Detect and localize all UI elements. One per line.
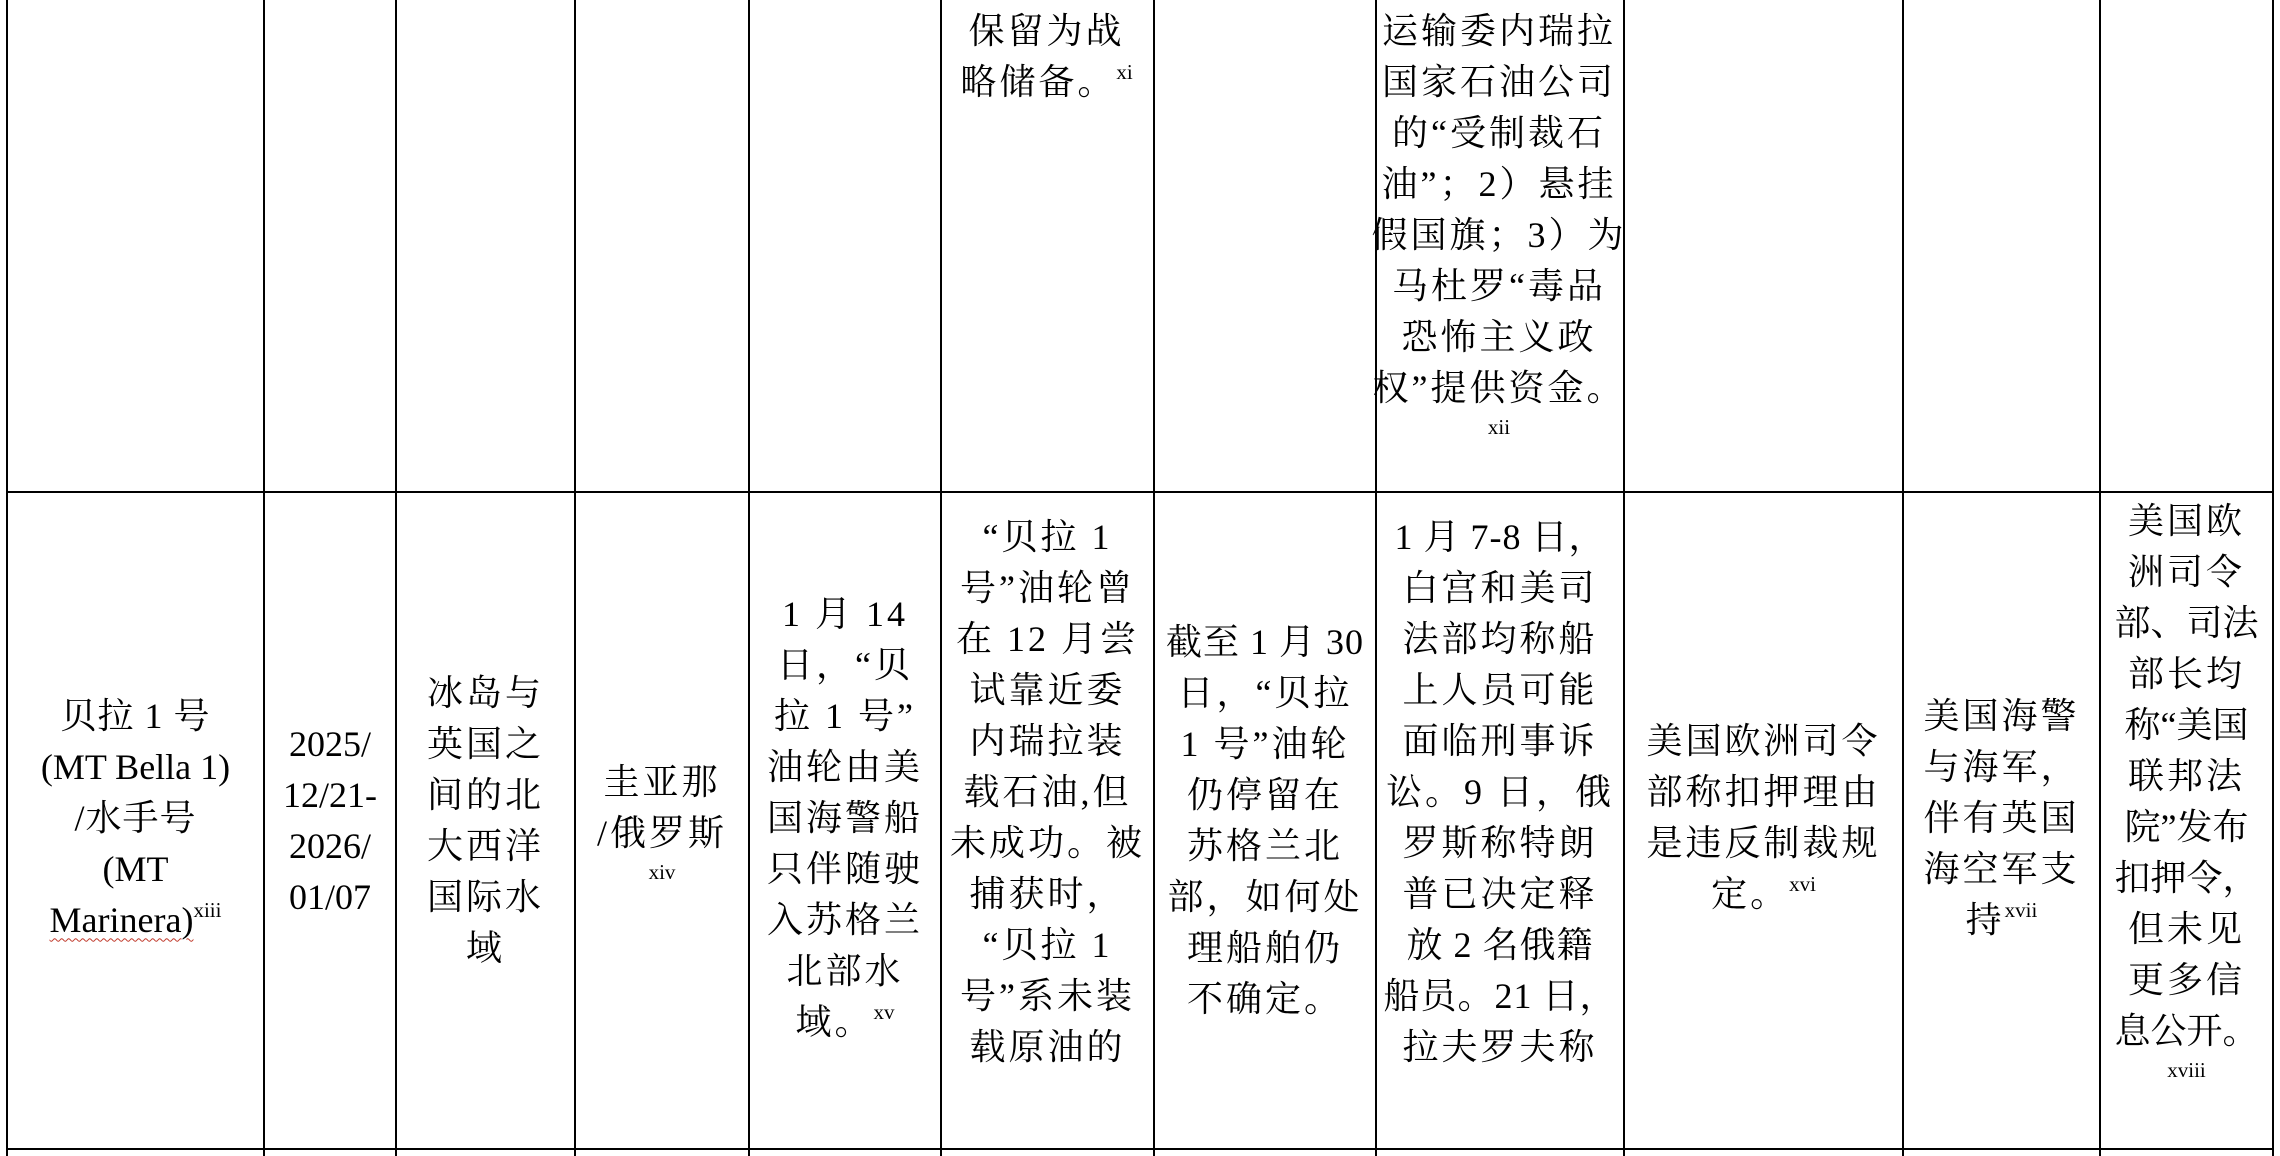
cell-line: 权”提供资金。 bbox=[1372, 368, 1626, 408]
background-cell bbox=[942, 512, 1153, 1073]
legal-basis-cell bbox=[2101, 496, 2272, 1083]
footnote-ref: xviii bbox=[2167, 1058, 2206, 1082]
cell-line: 洲司令 bbox=[2127, 552, 2245, 592]
cell-line: 理船舶仍 bbox=[1186, 927, 1343, 968]
cell-line: 日，“贝 bbox=[777, 644, 913, 685]
cell-line: 讼。9 日，俄 bbox=[1385, 772, 1614, 812]
cell-line: 1 月 14 bbox=[781, 593, 908, 634]
cell-line: 罗斯称特朗 bbox=[1402, 823, 1598, 863]
cell-line: 载原油的 bbox=[969, 1027, 1126, 1067]
cell-line: 部、司法 bbox=[2114, 603, 2259, 643]
cell-line: 部长均 bbox=[2127, 654, 2245, 694]
cell-line: 大西洋 bbox=[426, 825, 544, 866]
cell-line: 域 bbox=[465, 927, 505, 968]
cell-line: (MT Bella 1) bbox=[40, 746, 231, 787]
cell-line: 持$^{xvii}$ bbox=[1965, 897, 2038, 940]
cell-line: 捕获时， bbox=[969, 874, 1126, 914]
cell-line: 12/21- bbox=[283, 774, 377, 815]
cell-line: 圭亚那 bbox=[603, 761, 721, 802]
cell-line: 北部水 bbox=[786, 950, 904, 991]
cell-line: 联邦法 bbox=[2127, 756, 2245, 796]
cell-line: 苏格兰北 bbox=[1186, 825, 1343, 866]
cell-line: 美国海警 bbox=[1923, 695, 2080, 736]
cell-line: 拉夫罗夫称 bbox=[1402, 1027, 1598, 1067]
cell-line: 白宫和美司 bbox=[1402, 568, 1598, 608]
cell-line: 保留为战 bbox=[968, 11, 1125, 51]
footnote-ref: xvi bbox=[1789, 872, 1816, 896]
status-cell bbox=[1155, 493, 1375, 1148]
cell-line: 2025/ bbox=[288, 723, 371, 764]
footnote-ref: xii bbox=[1487, 415, 1511, 439]
cell-line: 息公开。 bbox=[2114, 1011, 2259, 1051]
cell-line: 普已决定释 bbox=[1402, 874, 1598, 914]
cell-line: 冰岛与 bbox=[426, 672, 544, 713]
cell-line: 略储备。$^{xi}$ bbox=[960, 60, 1133, 102]
cell-line: “贝拉 1 bbox=[982, 925, 1113, 965]
seizure-reason-cell bbox=[1625, 493, 1902, 1148]
cell-line: 是违反制裁规 bbox=[1646, 823, 1881, 863]
cell-line: 院”发布 bbox=[2124, 807, 2249, 847]
cell-line: 号”系未装 bbox=[960, 976, 1135, 1016]
cell-line: 定。$^{xvi}$ bbox=[1711, 872, 1816, 914]
cell-line: 试靠近委 bbox=[969, 670, 1126, 710]
column-rule bbox=[2272, 0, 2274, 1156]
cell-line: 更多信 bbox=[2127, 960, 2245, 1000]
footnote-ref: xi bbox=[1116, 60, 1133, 84]
location-cell bbox=[397, 493, 574, 1148]
cell-line: 美国欧 bbox=[2127, 501, 2245, 541]
cell-line: 间的北 bbox=[426, 774, 544, 815]
cell-line: 上人员可能 bbox=[1402, 670, 1598, 710]
cell-line: 内瑞拉装 bbox=[969, 721, 1126, 761]
cell-line: 运输委内瑞拉 bbox=[1382, 11, 1617, 51]
cell-line: (MT bbox=[102, 848, 169, 889]
footnote-ref: xv bbox=[873, 999, 895, 1024]
footnote-ref: xiii bbox=[193, 897, 222, 922]
cell-line: 部，如何处 bbox=[1167, 876, 1363, 917]
cell-line: 海空军支 bbox=[1923, 848, 2080, 889]
cell-line: 美国欧洲司令 bbox=[1646, 721, 1881, 761]
cell-line: 仍停留在 bbox=[1186, 774, 1343, 815]
cell-line: “贝拉 1 bbox=[982, 517, 1113, 557]
cell-line: 国际水 bbox=[426, 876, 544, 917]
date-cell bbox=[265, 493, 395, 1148]
cell-line: 与海军， bbox=[1923, 746, 2080, 787]
cell-line: 在 12 月尝 bbox=[955, 619, 1139, 659]
cell-line: 法部均称船 bbox=[1402, 619, 1598, 659]
cell-line: /水手号 bbox=[74, 797, 197, 838]
cell-line: 国家石油公司 bbox=[1382, 62, 1617, 102]
row-rule bbox=[6, 1148, 2274, 1150]
cell-line: 载石油,但 bbox=[963, 772, 1132, 812]
cell-line: 贝拉 1 号 bbox=[60, 695, 211, 736]
row1-measures-cell bbox=[950, 6, 1143, 113]
cell-line: 称“美国 bbox=[2124, 705, 2249, 745]
cell-line: 拉 1 号” bbox=[774, 695, 916, 736]
cell-line: 恐怖主义政 bbox=[1401, 317, 1597, 357]
cell-line: 日，“贝拉 bbox=[1177, 672, 1353, 713]
flag-cell bbox=[576, 493, 748, 1148]
cell-line: 入苏格兰 bbox=[766, 899, 923, 940]
cell-line: 放 2 名俄籍 bbox=[1406, 925, 1594, 965]
cell-line: 的“受制裁石 bbox=[1392, 113, 1606, 153]
row1-reason-cell bbox=[1371, 6, 1627, 440]
cell-line: 01/07 bbox=[288, 876, 371, 917]
cell-line: 国海警船 bbox=[766, 797, 923, 838]
interception-cell bbox=[750, 493, 940, 1148]
cell-line: 不确定。 bbox=[1186, 978, 1343, 1019]
cell-line: 部称扣押理由 bbox=[1646, 772, 1881, 812]
cell-line: 马杜罗“毒品 bbox=[1392, 266, 1606, 306]
cell-line: 面临刑事诉 bbox=[1402, 721, 1598, 761]
cell-line: Marinera)$^{xiii}$ bbox=[49, 897, 222, 940]
cell-line: 2026/ bbox=[288, 825, 371, 866]
cell-line: 截至 1 月 30 bbox=[1165, 621, 1364, 662]
cell-line: 1 月 7-8 日， bbox=[1394, 517, 1606, 557]
cell-line: 伴有英国 bbox=[1923, 797, 2080, 838]
cell-line: 只伴随驶 bbox=[766, 848, 923, 889]
vessel-name-cell bbox=[8, 493, 263, 1148]
cell-line: 号”油轮曾 bbox=[960, 568, 1135, 608]
footnote-ref: xvii bbox=[2004, 897, 2038, 922]
cell-line: 但未见 bbox=[2127, 909, 2245, 949]
cell-line: 油轮由美 bbox=[766, 746, 923, 787]
cell-line: 1 号”油轮 bbox=[1180, 723, 1350, 764]
cell-line: 船员。21 日， bbox=[1383, 976, 1617, 1016]
cell-line: 英国之 bbox=[426, 723, 544, 764]
cell-line: 油”；2）悬挂 bbox=[1381, 164, 1617, 204]
follow-up-cell bbox=[1377, 512, 1623, 1073]
cell-line: /俄罗斯 bbox=[596, 812, 727, 853]
cell-line: 扣押令， bbox=[2114, 858, 2259, 898]
footnote-ref: xiv bbox=[648, 859, 676, 884]
forces-cell bbox=[1904, 493, 2099, 1148]
cell-line: 域。$^{xv}$ bbox=[795, 999, 895, 1042]
cell-line: 假国旗；3）为 bbox=[1371, 215, 1627, 255]
cell-line: 未成功。被 bbox=[949, 823, 1145, 863]
